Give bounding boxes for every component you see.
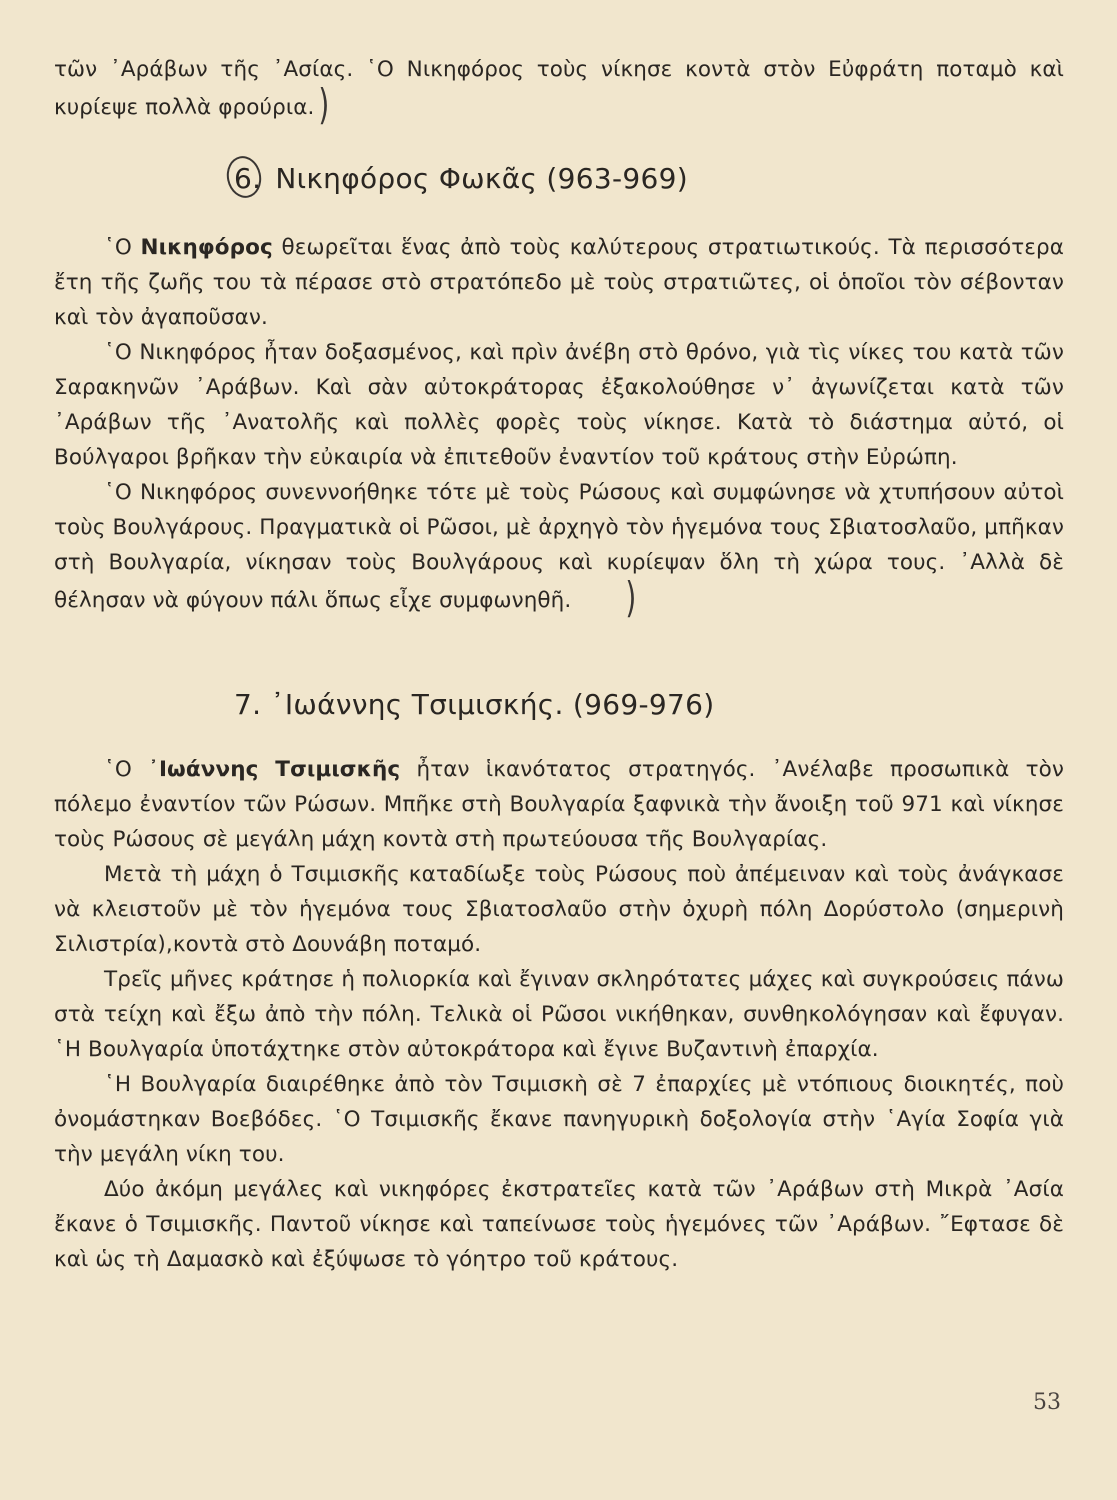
section-6-title: Νικηφόρος Φωκᾶς (963-969) bbox=[275, 162, 688, 195]
section-6-paragraph-1 bbox=[54, 230, 1064, 335]
section-6-heading bbox=[234, 162, 688, 195]
bold-name-tsimiskis: ᾽Ιωάννης Τσιμισκῆς bbox=[148, 757, 401, 782]
section-7-paragraph-3: Τρεῖς μῆνες κράτησε ἡ πολιορκία καὶ ἔγιναν σκληρότατες μάχες καὶ συγκρούσεις πάνω στὰ τείχη καὶ ἔξω ἀπὸ τὴν πόλη. Τελικὰ οἱ Ρῶσοι νικήθηκαν, συνθηκολόγησαν καὶ ἔφυγαν. ῾Η Βουλγαρία ὑποτάχτηκε στὸν αὐτοκράτορα καὶ ἔγινε Βυζαντινὴ ἐπαρχία. bbox=[54, 967, 1064, 1062]
section-7-paragraph-2: Μετὰ τὴ μάχη ὁ Τσιμισκῆς καταδίωξε τοὺς Ρώσους ποὺ ἀπέμειναν καὶ τοὺς ἀνάγκασε νὰ κλειστοῦν μὲ τὸν ἡγεμόνα τους Σβιατοσλαῦο στὴν ὀχυρὴ πόλη Δορύστολο (σημερινὴ Σιλιστρία),κοντὰ στὸ Δουνάβη ποταμό. bbox=[54, 862, 1064, 957]
paragraph-lead: ῾Ο bbox=[104, 757, 149, 782]
book-page bbox=[54, 52, 1064, 1472]
section-7-body bbox=[54, 752, 1064, 1277]
section-7-paragraph-1 bbox=[54, 752, 1064, 857]
closing-bracket-mark: ) bbox=[625, 572, 637, 623]
bold-name-nikiforos: Νικηφόρος bbox=[140, 235, 273, 260]
intro-text: τῶν ᾽Αράβων τῆς ᾽Ασίας. ῾Ο Νικηφόρος τοὺς νίκησε κοντὰ στὸν Εὐφράτη ποταμὸ καὶ κυρίεψε πολλὰ φρούρια. bbox=[54, 57, 1064, 120]
paragraph-text: ἦταν ἱκανότατος στρατηγός. ᾽Ανέλαβε προσωπικὰ τὸν πόλεμο ἐναντίον τῶν Ρώσων. Μπῆκε στὴ Βουλγαρία ξαφνικὰ τὴν ἄνοιξη τοῦ 971 καὶ νίκησε τοὺς Ρώσους σὲ μεγάλη μάχη κοντὰ στὴ πρωτεύουσα τῆς Βουλγαρίας. bbox=[54, 757, 1064, 852]
section-6-number: 6. bbox=[234, 162, 262, 195]
section-7-paragraph-4: ῾Η Βουλγαρία διαιρέθηκε ἀπὸ τὸν Τσιμισκὴ σὲ 7 ἐπαρχίες μὲ ντόπιους διοικητές, ποὺ ὀνομάστηκαν Βοεβόδες. ῾Ο Τσιμισκῆς ἔκανε πανηγυρικὴ δοξολογία στὴν ῾Αγία Σοφία γιὰ τὴν μεγάλη νίκη του. bbox=[54, 1072, 1064, 1167]
section-6-paragraph-2: ῾Ο Νικηφόρος ἦταν δοξασμένος, καὶ πρὶν ἀνέβη στὸ θρόνο, γιὰ τὶς νίκες του κατὰ τῶν Σαρακηνῶν ᾽Αράβων. Καὶ σὰν αὐτοκράτορας ἐξακολούθησε ν᾽ ἀγωνίζεται κατὰ τῶν ᾽Αράβων τῆς ᾽Ανατολῆς καὶ πολλὲς φορὲς τοὺς νίκησε. Κατὰ τὸ διάστημα αὐτό, οἱ Βούλγαροι βρῆκαν τὴν εὐκαιρία νὰ ἐπιτεθοῦν ἐναντίον τοῦ κράτους στὴν Εὐρώπη. bbox=[54, 340, 1064, 470]
paragraph-lead: ῾Ο bbox=[104, 235, 141, 260]
intro-block bbox=[54, 52, 1064, 130]
section-7-paragraph-5: Δύο ἀκόμη μεγάλες καὶ νικηφόρες ἐκστρατεῖες κατὰ τῶν ᾽Αράβων στὴ Μικρὰ ᾽Ασία ἔκανε ὁ Τσιμισκῆς. Παντοῦ νίκησε καὶ ταπείνωσε τοὺς ἡγεμόνες τῶν ᾽Αράβων. ῎Εφτασε δὲ καὶ ὡς τὴ Δαμασκὸ καὶ ἐξύψωσε τὸ γόητρο τοῦ κράτους. bbox=[54, 1177, 1064, 1272]
section-6-body bbox=[54, 230, 1064, 623]
paragraph-text: θεωρεῖται ἕνας ἀπὸ τοὺς καλύτερους στρατιωτικούς. Τὰ περισσότερα ἔτη τῆς ζωῆς του τὰ πέρασε στὸ στρατόπεδο μὲ τοὺς στρατιῶτες, οἱ ὁποῖοι τὸν σέβονταν καὶ τὸν ἀγαποῦσαν. bbox=[54, 235, 1064, 330]
page-number: 53 bbox=[1033, 1390, 1061, 1415]
closing-bracket-mark: ) bbox=[318, 79, 330, 130]
paragraph-text: ῾Ο Νικηφόρος συνεννοήθηκε τότε μὲ τοὺς Ρώσους καὶ συμφώνησε νὰ χτυπήσουν αὐτοὶ τοὺς Βουλγάρους. Πραγματικὰ οἱ Ρῶσοι, μὲ ἀρχηγὸ τὸν ἡγεμόνα τους Σβιατοσλαῦο, μπῆκαν στὴ Βουλγαρία, νίκησαν τοὺς Βουλγάρους καὶ κυρίεψαν ὅλη τὴ χώρα τους. ᾽Αλλὰ δὲ θέλησαν νὰ φύγουν πάλι ὅπως εἶχε συμφωνηθῆ. bbox=[54, 480, 1064, 613]
intro-paragraph bbox=[54, 52, 1064, 130]
section-6-paragraph-3 bbox=[54, 475, 1064, 623]
section-7-heading: 7. ᾽Ιωάννης Τσιμισκής. (969-976) bbox=[234, 688, 715, 721]
